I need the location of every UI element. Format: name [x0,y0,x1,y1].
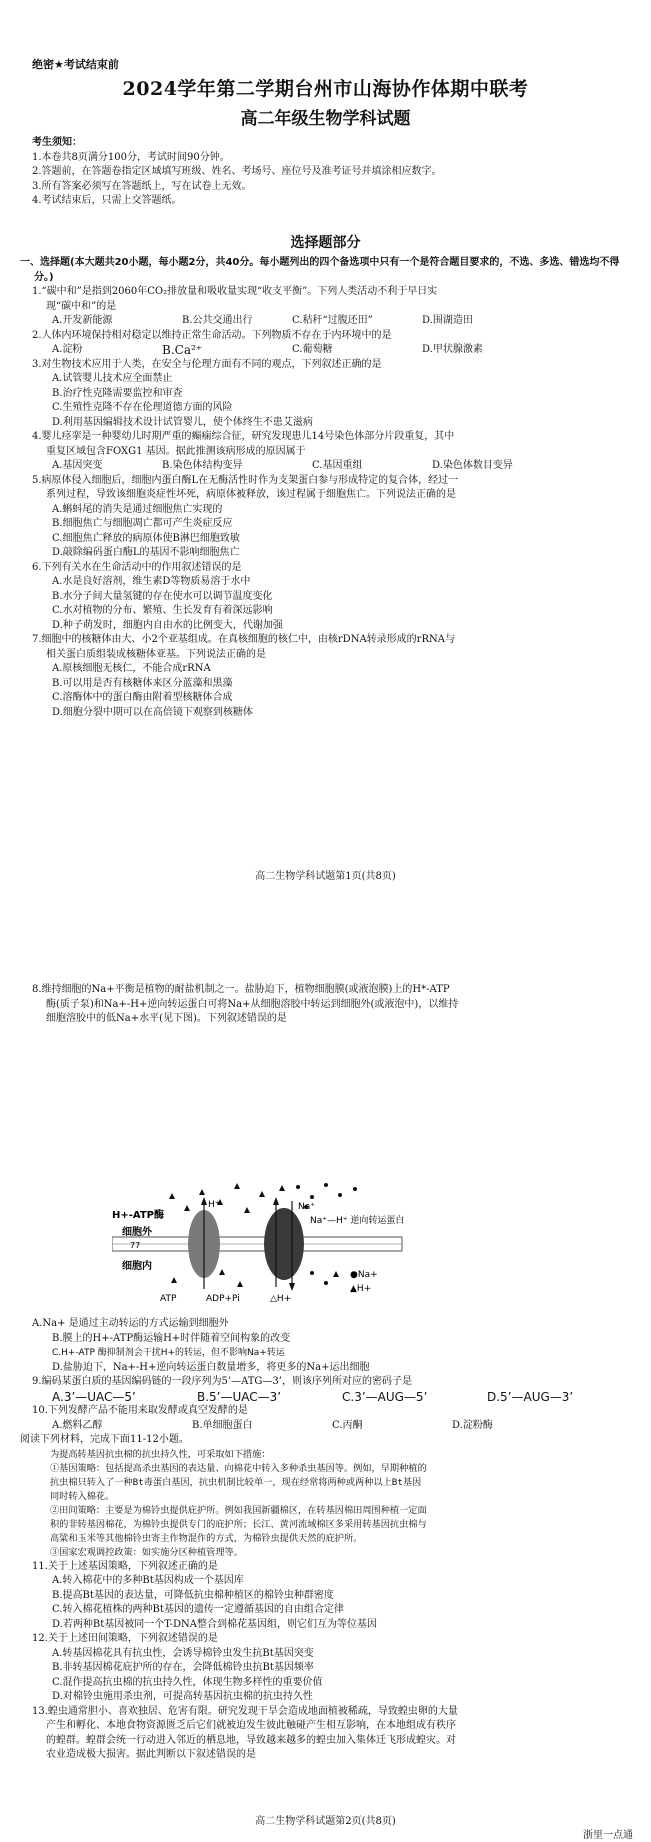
q4-stem-cont: 重复区域包含FOXG1 基因。据此推测该病形成的原因属于 [46,445,306,457]
q7-stem: 7.细胞中的核糖体由大、小2个亚基组成。在真核细胞的核仁中，由核rDNA转录形成的rRNA与 [32,634,455,645]
option: A.水是良好溶剂，维生素D等物质易溶于水中 [52,576,251,587]
q1-stem-cont: 现“碳中和”的是 [46,300,117,312]
option: A.3’—UAC—5’ [52,1389,136,1404]
inside-label: 细胞内 [122,1261,152,1272]
option: B.膜上的H+-ATP酶运输H+时伴随着空间构象的改变 [52,1332,291,1344]
option: D.利用基因编辑技术设计试管婴儿，使个体终生不患艾滋病 [52,416,313,428]
material-line: 抗虫棉只转入了一种Bt毒蛋白基因，抗虫机制比较单一，现在经常将两种或两种以上Bt基因 [50,1476,422,1488]
q6-stem: 6.下列有关水在生命活动中的作用叙述错误的是 [32,561,242,573]
q7-stem-cont: 相关蛋白质组装成核糖体亚基。下列说法正确的是 [46,648,266,660]
option: A.淀粉 [52,344,83,355]
q11-stem: 11.关于上述基因策略，下列叙述正确的是 [32,1560,218,1572]
option: B.5’—UAC—3’ [197,1389,282,1404]
q4-options [32,459,632,474]
q8-stem-cont: 细胞溶胶中的低Na+水平(见下图)。下列叙述错误的是 [46,1013,287,1024]
antiporter-protein [264,1208,304,1280]
outside-label: 细胞外 [122,1227,152,1238]
option: A.蝌蚪尾的消失是通过细胞焦亡实现的 [52,503,223,515]
q4-stem: 4.婴儿痉挛是一种婴幼儿时期严重的癫痫综合征，研究发现患儿14号染色体部分片段重复，其中 [32,431,455,442]
option: A.转基因棉花具有抗虫性，会诱导棉铃虫发生抗Bt基因突变 [52,1647,314,1659]
arrowhead-icon [289,1283,295,1291]
material-line: 同时转入棉花。 [50,1490,115,1502]
arrowhead-icon [273,1197,279,1205]
option: C.葡萄糖 [292,344,333,355]
option: C.丙酮 [332,1419,363,1431]
q2-stem: 2.人体内环境保持相对稳定以维持正常生命活动。下列物质不存在于内环境中的是 [32,329,392,341]
na-top-label: Na⁺ [298,1202,315,1212]
option: B.治疗性克隆需要监控和审查 [52,387,183,399]
material-line: ②田间策略：主要是为棉铃虫提供庇护所。例如我国新疆棉区，在转基因棉田周围种植一定面 [50,1504,427,1516]
material-line: ③国家宏观调控政策：如实施分区种植管理等。 [50,1546,243,1558]
q5-stem-cont: 系列过程，导致该细胞炎症性坏死，病原体被释放，该过程属于细胞焦亡。下列说法正确的是 [46,489,456,500]
part-heading: 一、选择题(本大题共20小题，每小题2分，共40分。每小题列出的四个备选项中只有一个是符合题目要求的，不选、多选、错选均不得分。) [20,257,620,283]
option: C.秸秆“过腹还田” [292,315,373,326]
watermark-corner: 浙里一点通 [583,1830,633,1841]
q8-stem-cont: 酶(质子泵)和Na+-H+逆向转运蛋白可将Na+从细胞溶胶中转运到细胞外(或液泡中)，以维持 [46,998,459,1010]
option: B.单细胞蛋白 [192,1419,253,1431]
q8-stem: 8.维持细胞的Na+平衡是植物的耐盐机制之一。盐胁迫下，植物细胞膜(或液泡膜)上的H*-ATP [32,984,450,995]
option: D.种子萌发时，细胞内自由水的比例变大，代谢加强 [52,619,283,631]
note-item: 4.考试结束后，只需上交答题纸。 [32,195,182,206]
option: A.基因突变 [52,460,103,471]
q10-stem: 10.下列发酵产品不能用来取发酵或真空发酵的是 [32,1405,248,1416]
arrowhead-icon [201,1197,207,1205]
q1-stem: 1.“碳中和”是指到2060年CO₂排放量和吸收量实现“收支平衡”。下列人类活动不利于早日实 [32,286,438,297]
antiporter-label: Na⁺—H⁺ 逆向转运蛋白 [310,1216,405,1226]
material-line: 高粱和玉米等其他棉铃虫寄主作物混作的方式，为棉铃虫提供天然的庇护所。 [50,1532,363,1544]
legend-h: ▲H+ [350,1284,372,1294]
option: B.Ca²⁺ [162,343,203,357]
option: D.细胞分裂中期可以在高倍镜下观察到核糖体 [52,706,253,718]
h-bottom-label: △H+ [270,1294,292,1304]
option: A.原核细胞无核仁，不能合成rRNA [52,663,211,674]
option: D.甲状腺激素 [422,344,483,355]
option: B.公共交通出行 [182,315,253,326]
q13-stem-cont: 农业造成极大损害。据此判断以下叙述错误的是 [46,1749,256,1760]
notes-head: 考生须知： [32,137,82,148]
option: C.H+-ATP 酶抑制剂会干扰H+的转运，但不影响Na+转运 [52,1348,285,1358]
reading-head: 阅读下列材料，完成下面11-12小题。 [20,1434,189,1445]
note-item: 1.本卷共8页满分100分，考试时间90分钟。 [32,151,230,163]
option: D.对棉铃虫施用杀虫剂，可提高转基因抗虫棉的抗虫持久性 [52,1691,313,1702]
material-line: 积的非转基因棉花，为棉铃虫提供专门的庇护所；长江、黄河流域棉区多采用转基因抗虫棉与 [50,1518,427,1530]
page-footer: 高二生物学科试题第2页(共8页) [255,1816,396,1827]
material-line: 为提高转基因抗虫棉的抗虫持久性，可采取如下措施： [50,1448,271,1460]
note-item: 2.答题前，在答题卷指定区域填写班级、姓名、考场号、座位号及准考证号并填涂相应数字。 [32,166,442,177]
option: B.水分子间大量氢键的存在使水可以调节温度变化 [52,590,273,602]
exam-title: 2024学年第二学期台州市山海协作体期中联考 [122,78,529,100]
atp-label: ATP [160,1294,177,1304]
q9-options [32,1390,632,1405]
page-footer: 高二生物学科试题第1页(共8页) [255,871,396,882]
option: C.3’—AUG—5’ [342,1389,428,1404]
option: B.可以用是否有核糖体来区分蓝藻和黑藻 [52,677,233,689]
exam-page-1 [0,0,651,880]
secret-label: 绝密★考试结束前 [32,58,119,71]
membrane-transport-diagram [112,1177,412,1307]
q8-options-block [20,1317,632,1763]
option: D.盐胁迫下，Na+-H+逆向转运蛋白数量增多，将更多的Na+运出细胞 [52,1361,370,1373]
option: A.转入棉花中的多种Bt基因构成一个基因库 [52,1575,244,1586]
option: B.染色体结构变异 [162,460,243,471]
material-line: ①基因策略：包括提高杀虫基因的表达量、向棉花中转入多种杀虫基因等。例如，早期种植的 [50,1462,427,1474]
q5-stem: 5.病原体侵入细胞后，细胞内蛋白酶L在无酶活性时作为支架蛋白参与形成特定的复合体，经过一 [32,474,459,486]
option: D.5’—AUG—3’ [487,1389,574,1404]
h-top-label: H⁺ [208,1200,220,1210]
option: D.若两种Bt基因被同一个T-DNA整合到棉花基因组，则它们互为等位基因 [52,1618,377,1630]
option: C.转入棉花植株的两种Bt基因的遗传一定遵循基因的自由组合定律 [52,1604,344,1615]
notes-block [32,136,632,209]
q10-options [32,1419,632,1434]
option: C.生殖性克隆不存在伦理道德方面的风险 [52,402,233,413]
option: A.试管婴儿技术应全面禁止 [52,373,173,384]
section-title: 选择题部分 [290,235,361,251]
option: B.提高Bt基因的表达量，可降低抗虫棉种植区的棉铃虫种群密度 [52,1589,334,1601]
option: B.细胞焦亡与细胞凋亡都可产生炎症反应 [52,518,233,529]
option: C.基因重组 [312,460,363,471]
option: C.水对植物的分布、繁殖、生长发育有着深远影响 [52,605,273,616]
option: C.混作提高抗虫棉的抗虫持久性，体现生物多样性的重要价值 [52,1676,323,1688]
legend-na: ●Na+ [350,1270,378,1280]
option: C.细胞焦亡释放的病原体使B淋巴细胞致敏 [52,532,240,544]
option: A.燃料乙醇 [52,1419,103,1431]
q8-block [32,983,632,1027]
q9-stem: 9.编码某蛋白质的基因编码链的一段序列为5’—ATG—3’，则该序列所对应的密码子是 [32,1376,412,1387]
q13-stem-cont: 的蝗群。蝗群会统一行动进入邻近的栖息地，导致越来越多的蝗虫加入集体迁飞形成蝗灾。对 [46,1734,456,1746]
reading-material [32,1448,632,1560]
option: D.敲除编码蛋白酶L的基因不影响细胞焦亡 [52,547,240,558]
option: C.溶酶体中的蛋白酶由附着型核糖体合成 [52,692,233,703]
option: D.围湖造田 [422,315,473,326]
q13-stem: 13.蝗虫通常胆小、喜欢独居、危害有限。研究发现干旱会造成地面植被稀疏，导致蝗虫卵的大量 [32,1705,458,1717]
number-label: 77 [130,1241,141,1250]
q13-stem-cont: 产生和孵化、本地食物资源匮乏后它们就被迫发生彼此触碰产生相互影响，在本地组成有秩序 [46,1720,456,1731]
option: D.染色体数目变异 [432,460,513,471]
option: A.Na+ 是通过主动转运的方式运输到细胞外 [32,1318,229,1329]
adp-label: ADP+Pi [206,1294,240,1304]
note-item: 3.所有答案必须写在答题纸上，写在试卷上无效。 [32,180,252,192]
questions-block-1 [20,256,632,720]
exam-subtitle: 高二年级生物学科试题 [240,109,411,129]
q12-stem: 12.关于上述田间策略，下列叙述错误的是 [32,1633,218,1644]
option: A.开发新能源 [52,315,113,326]
q3-stem: 3.对生物技术应用于人类，在安全与伦理方面有不同的观点，下列叙述正确的是 [32,358,382,370]
option: B.非转基因棉花庇护所的存在，会降低棉铃虫抗Bt基因频率 [52,1662,314,1673]
extracellular-particles [169,1183,357,1213]
atpase-label: H+-ATP酶 [112,1210,165,1221]
option: D.淀粉酶 [452,1419,493,1431]
q1-options [32,314,632,329]
q2-options [32,343,632,358]
